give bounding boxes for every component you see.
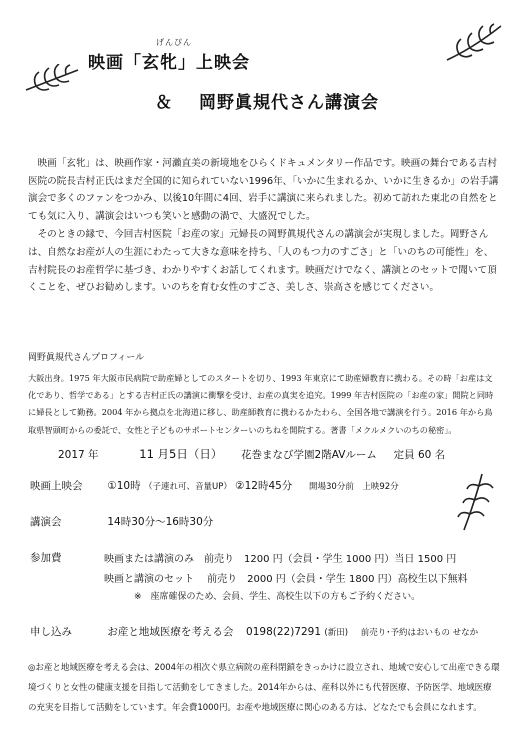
fee-note: ※ 座席確保のため、会員、学生、高校生以下の方もご予約ください。 (134, 592, 421, 602)
fee-label: 参加費 (30, 552, 62, 564)
fee-line-1: 映画または講演のみ 前売り 1200 円（会員・学生 1000 円）当日 1500 円 (104, 554, 457, 565)
title-prefix: 映画「 (88, 53, 142, 73)
event-date-row (58, 446, 445, 462)
apply-org: お産と地域医療を考える会 (107, 626, 234, 638)
profile-text: 大阪出身。1975 年大阪市民病院で助産婦としてのスタートを切り、1993 年東京にて助産婦教育に携わる。その時「お産は文化であり、哲学である」とする吉村正氏の講演に衝撃を受け、お産の真実を追究。1999 年吉村医院の「お産の家」開院と同時に婦長として勤務。2004 年から拠点を北海道に移し、助産師教育に携わるかたわら、全国各地で講演を行う。2016 年から鳥取県智頭町からの委託で、女性と子どものサポートセンターいのちねを開院する。著書「メクルメクいのちの秘密」。 (28, 373, 494, 435)
leaf-sprig-icon (22, 64, 82, 94)
intro-paragraph-1: 映画「玄牝」は、映画作家・河瀨直美の新境地をひらくドキュメンタリー作品です。映画の舞台である吉村医院の院長吉村正氏はまだ全国的に知られていない1996年、「いかに生まれるか、いかに生きるか」の岩手講演会で多くのファンをつかみ、以後10年間に4回、岩手に講演に来られました。初めて訪れた東北の自然をとても気に入り、講演会はいつも笑いと感動の渦で、大盛況でした。 (28, 158, 499, 222)
profile-heading: 岡野眞規代さんプロフィール (28, 353, 145, 363)
apply-phone: 0198(22)7291 (246, 626, 322, 638)
lecture-time: 14時30分～16時30分 (107, 516, 214, 528)
apply-row (30, 624, 478, 639)
leaf-sprig-icon (443, 22, 505, 64)
lecture-row (30, 514, 213, 529)
title-suffix: 」上映会 (178, 53, 250, 73)
event-venue: 花巻まなび学園2階AVルーム (241, 449, 377, 461)
screening-note: 開場30分前 上映92分 (309, 482, 399, 492)
lecture-label: 講演会 (30, 516, 62, 528)
leaf-sprig-icon (452, 468, 504, 536)
screening-label: 映画上映会 (30, 480, 83, 492)
film-title-text: 玄牝 (142, 53, 178, 73)
footer-text: ◎お産と地域医療を考える会は、2004年の相次ぐ県立病院の産科閉鎖をきっかけに設立され、地域で安心して出産できる環境づくりと女性の健康支援を目指して活動をしてきました。2014年からは、産科以外にも代替医療、予防医学、地域医療の充実を目指して活動をしています。年会費1000円。お産や地域医療に関心のある方は、どなたでも会員になれます。 (28, 663, 500, 713)
event-capacity: 定員 60 名 (393, 449, 446, 461)
apply-label: 申し込み (30, 626, 72, 638)
fee-line-2: 映画と講演のセット 前売り 2000 円（会員・学生 1800 円）高校生以下無料 (104, 574, 468, 585)
screening-row (30, 478, 399, 493)
subtitle-text: 岡野眞規代さん講演会 (199, 93, 379, 113)
screening-time-1: ①10時 (107, 480, 141, 492)
intro-paragraph-2: そのときの縁で、今回吉村医院「お産の家」元婦長の岡野眞規代さんの講演会が実現しました。岡野さんは、自然なお産が人の生涯にわたって大きな意味を持ち、「人のもつ力のすごさ」と「いのちの可能性」を、吉村院長のお産哲学に基づき、わかりやすくお話してくれます。映画だけでなく、講演とのセットで聞いて頂くことを、ぜひお勧めします。いのちを育む女性のすごさ、美しさ、崇高さを感じてください。 (28, 229, 497, 294)
page-subtitle (155, 88, 379, 113)
apply-phone-name: (新田) (324, 628, 349, 638)
apply-note: 前売り･予約はおいもの せなか (360, 628, 479, 638)
screening-time-2: ②12時45分 (235, 480, 293, 492)
page-title (88, 38, 250, 73)
intro-text (28, 155, 500, 298)
film-title-ruby: げんぴん (156, 38, 192, 47)
event-date: 11 月5日（日） (139, 447, 223, 461)
event-year: 2017 年 (58, 449, 99, 461)
subtitle-amp: ＆ (155, 93, 173, 113)
film-title (142, 38, 192, 73)
screening-time-1-note: （子連れ可、音量UP） (143, 482, 232, 492)
